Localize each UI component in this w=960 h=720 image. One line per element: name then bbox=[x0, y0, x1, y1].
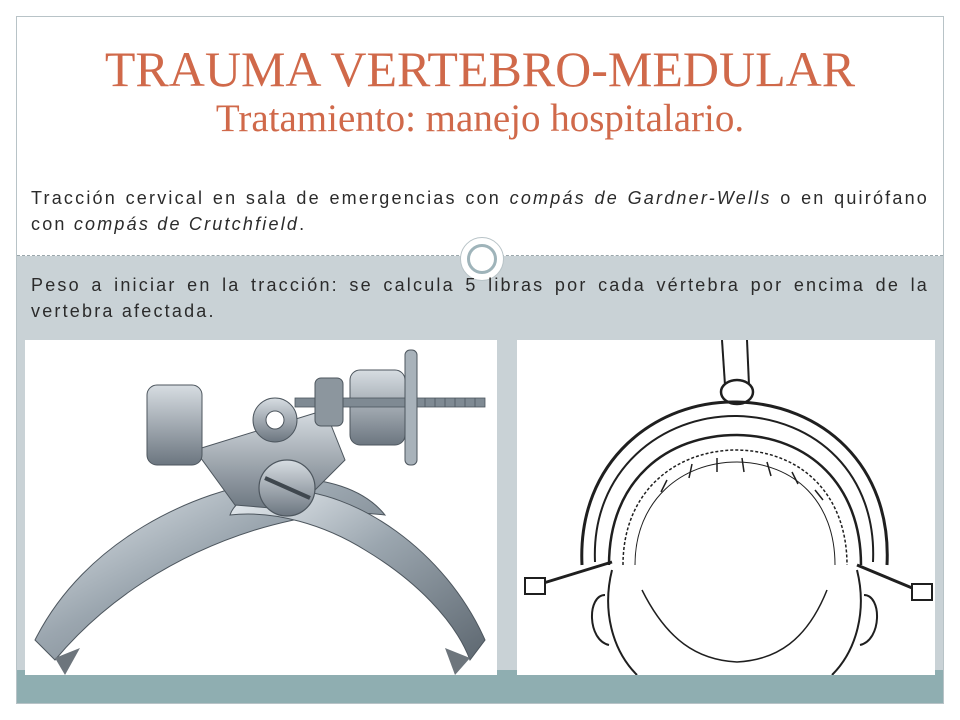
slide-title: TRAUMA VERTEBRO-MEDULAR bbox=[104, 41, 856, 97]
crutchfield-tongs-drawing bbox=[517, 340, 935, 675]
slide-subtitle: Tratamiento: manejo hospitalario. bbox=[215, 97, 745, 140]
traction-text-part1: Tracción cervical en sala de emergencias con bbox=[31, 188, 510, 208]
slide-frame bbox=[16, 16, 944, 704]
gardner-wells-tongs-drawing bbox=[25, 340, 497, 675]
traction-text-part2: o en quirófano con bbox=[31, 188, 929, 234]
crutchfield-term: compás de Crutchfield bbox=[73, 214, 300, 234]
crutchfield-tongs-diagram bbox=[517, 340, 935, 675]
traction-text-part3: . bbox=[299, 214, 307, 234]
gardner-wells-term: compás de Gardner-Wells bbox=[509, 188, 772, 208]
gardner-wells-tongs-image bbox=[25, 340, 497, 675]
weight-paragraph: Peso a iniciar en la tracción: se calcula 5 libras por cada vértebra por encima de la vertebra afectada. bbox=[31, 275, 929, 321]
traction-paragraph bbox=[31, 185, 929, 237]
